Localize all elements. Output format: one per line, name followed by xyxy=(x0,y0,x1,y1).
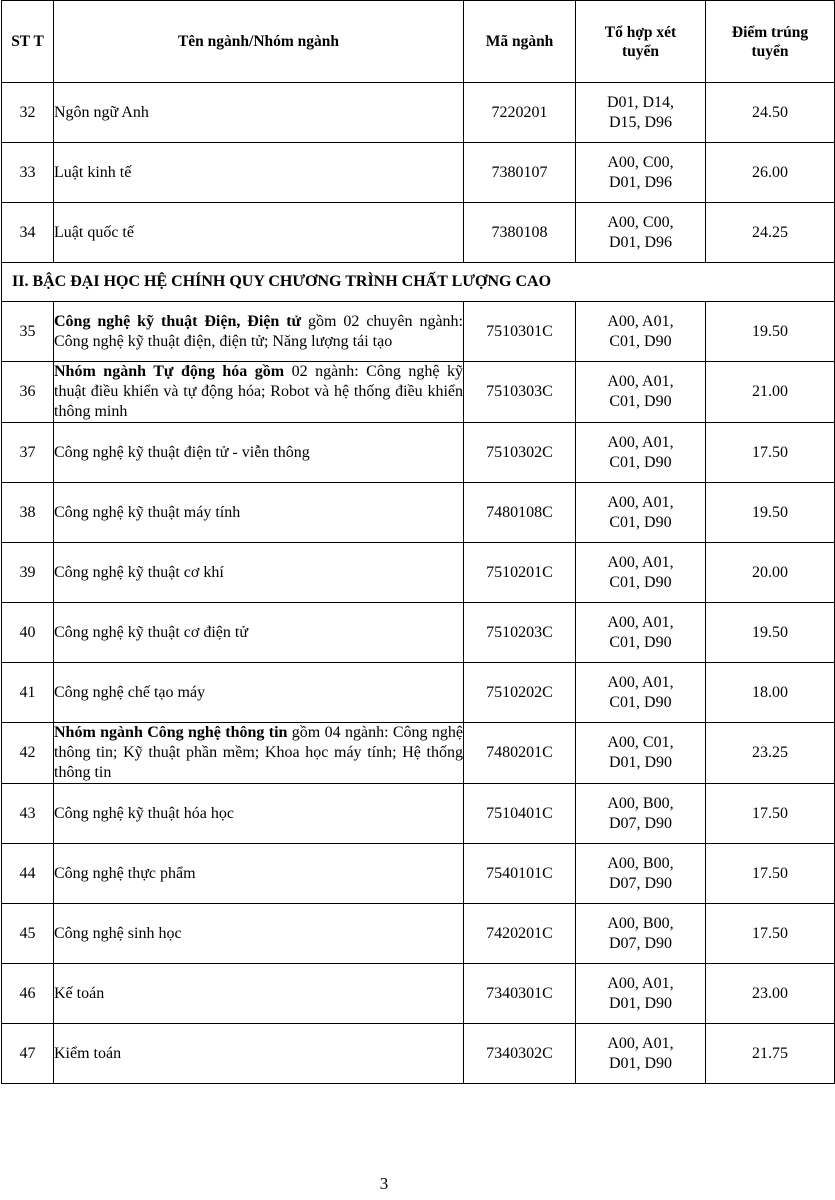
row-admission-score: 26.00 xyxy=(706,143,835,203)
row-combo-line-1: A00, B00, xyxy=(607,914,674,932)
row-subject-combination xyxy=(576,723,706,784)
row-stt: 39 xyxy=(2,543,54,603)
header-subject-combination: Tổ hợp xét tuyển xyxy=(576,1,706,83)
row-subject-combination xyxy=(576,844,706,904)
row-combo-line-2: D01, D90 xyxy=(608,754,673,771)
row-admission-score: 24.50 xyxy=(706,83,835,143)
row-combo-line-2: C01, D90 xyxy=(609,573,672,591)
table-row xyxy=(2,543,835,603)
row-major-name xyxy=(54,723,464,784)
row-combo-line-2: D07, D90 xyxy=(608,814,673,832)
row-stt: 40 xyxy=(2,603,54,663)
row-admission-score: 20.00 xyxy=(706,543,835,603)
row-combo-line-1: A00, A01, xyxy=(607,974,674,992)
row-admission-score: 19.50 xyxy=(706,302,835,362)
table-row xyxy=(2,1024,835,1084)
section-row xyxy=(2,263,835,302)
table-row xyxy=(2,302,835,362)
row-admission-score: 17.50 xyxy=(706,423,835,483)
row-major-code: 7510302C xyxy=(464,423,576,483)
row-combo-line-2: D01, D96 xyxy=(608,233,673,251)
row-subject-combination xyxy=(576,302,706,362)
row-major-name xyxy=(54,362,464,423)
row-subject-combination xyxy=(576,83,706,143)
row-admission-score: 19.50 xyxy=(706,603,835,663)
row-major-name-text: Công nghệ kỹ thuật máy tính xyxy=(54,503,241,521)
row-subject-combination xyxy=(576,603,706,663)
table-row xyxy=(2,603,835,663)
row-stt: 46 xyxy=(2,964,54,1024)
row-major-code: 7380108 xyxy=(464,203,576,263)
row-stt: 32 xyxy=(2,83,54,143)
row-major-code: 7540101C xyxy=(464,844,576,904)
table-body-section xyxy=(2,263,835,302)
row-subject-combination xyxy=(576,203,706,263)
row-stt: 41 xyxy=(2,663,54,723)
row-major-name xyxy=(54,543,464,603)
row-major-name xyxy=(54,203,464,263)
row-combo-line-1: A00, A01, xyxy=(607,1034,674,1052)
section-title: II. BẬC ĐẠI HỌC HỆ CHÍNH QUY CHƯƠNG TRÌNH CHẤT LƯỢNG CAO xyxy=(2,263,835,302)
table-body-regular xyxy=(2,83,835,263)
row-combo-line-1: A00, A01, xyxy=(607,673,674,691)
row-major-name xyxy=(54,844,464,904)
row-major-name xyxy=(54,784,464,844)
row-major-code: 7380107 xyxy=(464,143,576,203)
table-row xyxy=(2,143,835,203)
row-major-name xyxy=(54,83,464,143)
row-combo-line-1: A00, A01, xyxy=(607,613,674,631)
row-combo-line-1: A00, A01, xyxy=(607,312,674,330)
table-row xyxy=(2,723,835,784)
row-major-name-text: gồm 02 chuyên ngành: Công nghệ kỹ thuật điện, điện tử; Năng lượng tái tạo xyxy=(54,312,463,350)
header-major-name: Tên ngành/Nhóm ngành xyxy=(54,1,464,83)
row-admission-score: 24.25 xyxy=(706,203,835,263)
row-major-name-text: Công nghệ kỹ thuật cơ khí xyxy=(54,563,224,581)
row-major-name xyxy=(54,663,464,723)
row-stt: 33 xyxy=(2,143,54,203)
row-major-code: 7480201C xyxy=(464,723,576,784)
row-combo-line-2: D07, D90 xyxy=(608,934,673,952)
row-combo-line-2: C01, D90 xyxy=(609,453,672,471)
table-header-row xyxy=(2,1,835,83)
row-admission-score: 17.50 xyxy=(706,784,835,844)
row-combo-line-2: C01, D90 xyxy=(609,633,672,651)
row-major-code: 7510303C xyxy=(464,362,576,423)
row-major-name xyxy=(54,483,464,543)
row-combo-line-2: D01, D96 xyxy=(608,173,673,191)
header-major-code: Mã ngành xyxy=(464,1,576,83)
row-subject-combination xyxy=(576,423,706,483)
row-subject-combination xyxy=(576,483,706,543)
row-major-name-text: Công nghệ chế tạo máy xyxy=(54,683,206,701)
row-major-code: 7510401C xyxy=(464,784,576,844)
row-combo-line-2: C01, D90 xyxy=(609,393,672,410)
row-combo-line-1: A00, C01, xyxy=(607,734,674,751)
row-major-name-text: 02 ngành: Công nghệ kỹ thuật điều khiển và tự động hóa; Robot và hệ thống điều khiển thông minh xyxy=(54,363,463,420)
row-combo-line-1: A00, C00, xyxy=(607,213,674,231)
row-major-code: 7510203C xyxy=(464,603,576,663)
row-major-code: 7510201C xyxy=(464,543,576,603)
row-combo-line-1: A00, C00, xyxy=(607,153,674,171)
row-major-name xyxy=(54,423,464,483)
admission-score-table xyxy=(1,0,835,1084)
row-admission-score: 23.25 xyxy=(706,723,835,784)
row-subject-combination xyxy=(576,1024,706,1084)
table-row xyxy=(2,83,835,143)
row-major-name-bold: Công nghệ kỹ thuật Điện, Điện tử xyxy=(54,312,302,330)
row-combo-line-1: A00, B00, xyxy=(607,854,674,872)
row-combo-line-2: C01, D90 xyxy=(609,332,672,350)
header-admission-score: Điểm trúng tuyển xyxy=(706,1,835,83)
row-stt: 44 xyxy=(2,844,54,904)
row-subject-combination xyxy=(576,964,706,1024)
row-combo-line-2: D01, D90 xyxy=(608,1054,673,1072)
row-major-name-text: Ngôn ngữ Anh xyxy=(54,103,149,121)
table-row xyxy=(2,362,835,423)
table-row xyxy=(2,203,835,263)
row-major-name xyxy=(54,603,464,663)
row-combo-line-1: A00, A01, xyxy=(607,553,674,571)
table-row xyxy=(2,904,835,964)
row-combo-line-2: C01, D90 xyxy=(609,693,672,711)
row-major-name-text: Công nghệ sinh học xyxy=(54,924,182,942)
row-admission-score: 18.00 xyxy=(706,663,835,723)
row-admission-score: 21.00 xyxy=(706,362,835,423)
row-major-name xyxy=(54,904,464,964)
row-stt: 47 xyxy=(2,1024,54,1084)
row-combo-line-1: A00, B00, xyxy=(607,794,674,812)
row-major-name-text: Luật kinh tế xyxy=(54,163,132,181)
page-number: 3 xyxy=(379,1174,389,1193)
row-major-name-text: Công nghệ kỹ thuật điện tử - viễn thông xyxy=(54,443,310,461)
row-subject-combination xyxy=(576,784,706,844)
row-combo-line-1: D01, D14, xyxy=(606,93,675,111)
row-major-name-text: Công nghệ kỹ thuật hóa học xyxy=(54,804,234,822)
table-row xyxy=(2,964,835,1024)
row-major-name-text: Công nghệ thực phẩm xyxy=(54,864,196,882)
row-major-name-text: Kiểm toán xyxy=(54,1044,122,1062)
row-combo-line-1: A00, A01, xyxy=(607,373,674,390)
row-major-name-text: gồm 04 ngành: Công nghệ thông tin; Kỹ thuật phần mềm; Khoa học máy tính; Hệ thống thông tin xyxy=(54,724,464,781)
row-stt: 36 xyxy=(2,362,54,423)
row-combo-line-2: D15, D96 xyxy=(608,113,673,131)
row-combo-line-2: D01, D90 xyxy=(608,994,673,1012)
row-major-code: 7420201C xyxy=(464,904,576,964)
row-major-code: 7480108C xyxy=(464,483,576,543)
row-stt: 45 xyxy=(2,904,54,964)
row-admission-score: 21.75 xyxy=(706,1024,835,1084)
row-combo-line-1: A00, A01, xyxy=(607,433,674,451)
row-subject-combination xyxy=(576,543,706,603)
row-admission-score: 17.50 xyxy=(706,844,835,904)
table-row xyxy=(2,663,835,723)
row-subject-combination xyxy=(576,143,706,203)
row-stt: 37 xyxy=(2,423,54,483)
row-major-name xyxy=(54,143,464,203)
table-row xyxy=(2,423,835,483)
row-stt: 38 xyxy=(2,483,54,543)
row-admission-score: 19.50 xyxy=(706,483,835,543)
row-combo-line-2: C01, D90 xyxy=(609,513,672,531)
table-row xyxy=(2,483,835,543)
row-combo-line-2: D07, D90 xyxy=(608,874,673,892)
row-major-code: 7340301C xyxy=(464,964,576,1024)
row-major-name xyxy=(54,302,464,362)
row-major-name-bold: Nhóm ngành Công nghệ thông tin xyxy=(54,724,288,741)
header-stt: ST T xyxy=(2,1,54,83)
row-major-name-text: Công nghệ kỹ thuật cơ điện tử xyxy=(54,623,248,641)
table-row xyxy=(2,784,835,844)
row-stt: 35 xyxy=(2,302,54,362)
row-stt: 43 xyxy=(2,784,54,844)
row-major-code: 7220201 xyxy=(464,83,576,143)
row-admission-score: 17.50 xyxy=(706,904,835,964)
row-major-name-text: Luật quốc tế xyxy=(54,223,134,241)
row-major-name-text: Kế toán xyxy=(54,984,105,1002)
row-major-code: 7510202C xyxy=(464,663,576,723)
row-major-name-bold: Nhóm ngành Tự động hóa gồm xyxy=(54,363,285,380)
row-combo-line-1: A00, A01, xyxy=(607,493,674,511)
row-subject-combination xyxy=(576,663,706,723)
row-major-code: 7510301C xyxy=(464,302,576,362)
row-major-name xyxy=(54,1024,464,1084)
table-row xyxy=(2,844,835,904)
row-stt: 42 xyxy=(2,723,54,784)
row-admission-score: 23.00 xyxy=(706,964,835,1024)
row-major-name xyxy=(54,964,464,1024)
row-subject-combination xyxy=(576,362,706,423)
row-stt: 34 xyxy=(2,203,54,263)
table-body-high-quality xyxy=(2,302,835,1084)
row-subject-combination xyxy=(576,904,706,964)
row-major-code: 7340302C xyxy=(464,1024,576,1084)
